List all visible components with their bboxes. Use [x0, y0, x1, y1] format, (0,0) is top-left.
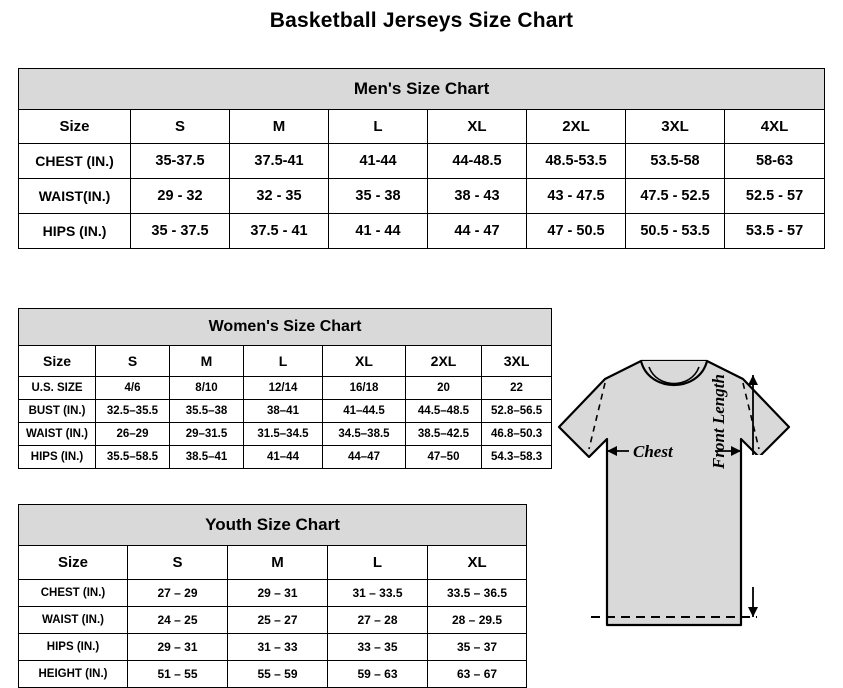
womens-row-1-val-3: 41–44.5: [323, 400, 406, 423]
mens-row-0-val-1: 37.5-41: [230, 144, 329, 179]
page-title: Basketball Jerseys Size Chart: [269, 9, 574, 32]
womens-row-1-val-0: 32.5–35.5: [96, 400, 170, 423]
mens-chart-title: Men's Size Chart: [19, 69, 825, 110]
mens-col-4: XL: [428, 110, 527, 144]
mens-row-2-val-4: 47 - 50.5: [527, 214, 626, 249]
womens-row-0-val-3: 16/18: [323, 377, 406, 400]
youth-row-2-val-2: 33 – 35: [328, 634, 428, 661]
womens-chart-title: Women's Size Chart: [19, 309, 552, 346]
table-row: [19, 580, 527, 607]
womens-row-3-val-5: 54.3–58.3: [482, 446, 552, 469]
youth-col-0: Size: [19, 546, 128, 580]
mens-col-7: 4XL: [725, 110, 825, 144]
youth-chart-title: Youth Size Chart: [19, 505, 527, 546]
table-row: [19, 446, 552, 469]
mens-col-2: M: [230, 110, 329, 144]
mens-row-2-val-1: 37.5 - 41: [230, 214, 329, 249]
mens-row-0-val-4: 48.5-53.5: [527, 144, 626, 179]
mens-col-6: 3XL: [626, 110, 725, 144]
chest-label: Chest: [633, 442, 673, 461]
front-length-arrow-bottom: [748, 607, 758, 617]
mens-row-1-val-0: 29 - 32: [131, 179, 230, 214]
womens-col-4: XL: [323, 346, 406, 377]
mens-chart-header-row: [19, 69, 825, 110]
mens-row-2-val-6: 53.5 - 57: [725, 214, 825, 249]
youth-row-3-val-0: 51 – 55: [128, 661, 228, 688]
womens-row-1-label: BUST (IN.): [19, 400, 96, 423]
mens-row-1-val-1: 32 - 35: [230, 179, 329, 214]
mens-row-2-label: HIPS (IN.): [19, 214, 131, 249]
womens-row-1-val-4: 44.5–48.5: [406, 400, 482, 423]
womens-row-3-val-3: 44–47: [323, 446, 406, 469]
mens-col-1: S: [131, 110, 230, 144]
youth-row-2-val-1: 31 – 33: [228, 634, 328, 661]
womens-row-3-val-1: 38.5–41: [170, 446, 244, 469]
mens-col-5: 2XL: [527, 110, 626, 144]
front-length-label: Front Length: [709, 374, 728, 469]
youth-row-0-val-0: 27 – 29: [128, 580, 228, 607]
mens-row-2-val-5: 50.5 - 53.5: [626, 214, 725, 249]
youth-row-3-val-1: 55 – 59: [228, 661, 328, 688]
mens-row-1-val-5: 47.5 - 52.5: [626, 179, 725, 214]
womens-col-1: S: [96, 346, 170, 377]
womens-row-2-label: WAIST (IN.): [19, 423, 96, 446]
womens-row-3-val-0: 35.5–58.5: [96, 446, 170, 469]
jersey-measurement-diagram: [545, 349, 837, 679]
mens-row-0-val-3: 44-48.5: [428, 144, 527, 179]
womens-row-0-val-4: 20: [406, 377, 482, 400]
table-row: [19, 144, 825, 179]
table-row: [19, 400, 552, 423]
womens-row-1-val-1: 35.5–38: [170, 400, 244, 423]
womens-row-2-val-5: 46.8–50.3: [482, 423, 552, 446]
youth-row-1-val-2: 27 – 28: [328, 607, 428, 634]
womens-row-2-val-3: 34.5–38.5: [323, 423, 406, 446]
womens-row-0-val-2: 12/14: [244, 377, 323, 400]
youth-row-3-label: HEIGHT (IN.): [19, 661, 128, 688]
youth-col-3: L: [328, 546, 428, 580]
womens-row-3-label: HIPS (IN.): [19, 446, 96, 469]
front-length-label-backdrop: [743, 455, 765, 587]
table-row: [19, 661, 527, 688]
womens-col-0: Size: [19, 346, 96, 377]
womens-col-5: 2XL: [406, 346, 482, 377]
youth-row-2-label: HIPS (IN.): [19, 634, 128, 661]
youth-row-1-val-3: 28 – 29.5: [428, 607, 527, 634]
mens-row-2-val-2: 41 - 44: [329, 214, 428, 249]
youth-col-4: XL: [428, 546, 527, 580]
mens-row-0-val-2: 41-44: [329, 144, 428, 179]
youth-row-1-val-0: 24 – 25: [128, 607, 228, 634]
table-row: [19, 214, 825, 249]
mens-row-2-val-0: 35 - 37.5: [131, 214, 230, 249]
youth-column-header-row: [19, 546, 527, 580]
mens-row-0-val-0: 35-37.5: [131, 144, 230, 179]
womens-row-0-val-0: 4/6: [96, 377, 170, 400]
mens-column-header-row: [19, 110, 825, 144]
womens-row-2-val-1: 29–31.5: [170, 423, 244, 446]
youth-size-chart-table: [18, 504, 527, 688]
youth-row-0-val-3: 33.5 – 36.5: [428, 580, 527, 607]
womens-row-1-val-5: 52.8–56.5: [482, 400, 552, 423]
womens-row-0-val-1: 8/10: [170, 377, 244, 400]
mens-size-chart-table: [18, 68, 825, 249]
mens-row-1-val-2: 35 - 38: [329, 179, 428, 214]
womens-row-0-label: U.S. SIZE: [19, 377, 96, 400]
jersey-shirt-icon: [545, 349, 837, 679]
youth-row-1-val-1: 25 – 27: [228, 607, 328, 634]
womens-row-3-val-4: 47–50: [406, 446, 482, 469]
youth-row-0-val-1: 29 – 31: [228, 580, 328, 607]
mens-row-1-val-3: 38 - 43: [428, 179, 527, 214]
mens-row-1-val-4: 43 - 47.5: [527, 179, 626, 214]
youth-row-2-val-0: 29 – 31: [128, 634, 228, 661]
womens-row-2-val-0: 26–29: [96, 423, 170, 446]
table-row: [19, 377, 552, 400]
table-row: [19, 423, 552, 446]
womens-row-3-val-2: 41–44: [244, 446, 323, 469]
mens-row-0-label: CHEST (IN.): [19, 144, 131, 179]
mens-row-2-val-3: 44 - 47: [428, 214, 527, 249]
womens-col-2: M: [170, 346, 244, 377]
mens-row-0-val-5: 53.5-58: [626, 144, 725, 179]
womens-col-6: 3XL: [482, 346, 552, 377]
youth-row-0-val-2: 31 – 33.5: [328, 580, 428, 607]
youth-row-1-label: WAIST (IN.): [19, 607, 128, 634]
youth-row-0-label: CHEST (IN.): [19, 580, 128, 607]
mens-row-1-label: WAIST(IN.): [19, 179, 131, 214]
table-row: [19, 634, 527, 661]
womens-row-2-val-2: 31.5–34.5: [244, 423, 323, 446]
youth-col-2: M: [228, 546, 328, 580]
womens-row-1-val-2: 38–41: [244, 400, 323, 423]
womens-size-chart-table: [18, 308, 552, 469]
womens-column-header-row: [19, 346, 552, 377]
womens-col-3: L: [244, 346, 323, 377]
front-length-arrow-top: [748, 375, 758, 385]
mens-row-1-val-6: 52.5 - 57: [725, 179, 825, 214]
youth-col-1: S: [128, 546, 228, 580]
womens-row-0-val-5: 22: [482, 377, 552, 400]
youth-row-3-val-2: 59 – 63: [328, 661, 428, 688]
table-row: [19, 607, 527, 634]
mens-row-0-val-6: 58-63: [725, 144, 825, 179]
mens-col-3: L: [329, 110, 428, 144]
womens-chart-header-row: [19, 309, 552, 346]
youth-row-2-val-3: 35 – 37: [428, 634, 527, 661]
youth-chart-header-row: [19, 505, 527, 546]
mens-col-0: Size: [19, 110, 131, 144]
table-row: [19, 179, 825, 214]
womens-row-2-val-4: 38.5–42.5: [406, 423, 482, 446]
youth-row-3-val-3: 63 – 67: [428, 661, 527, 688]
